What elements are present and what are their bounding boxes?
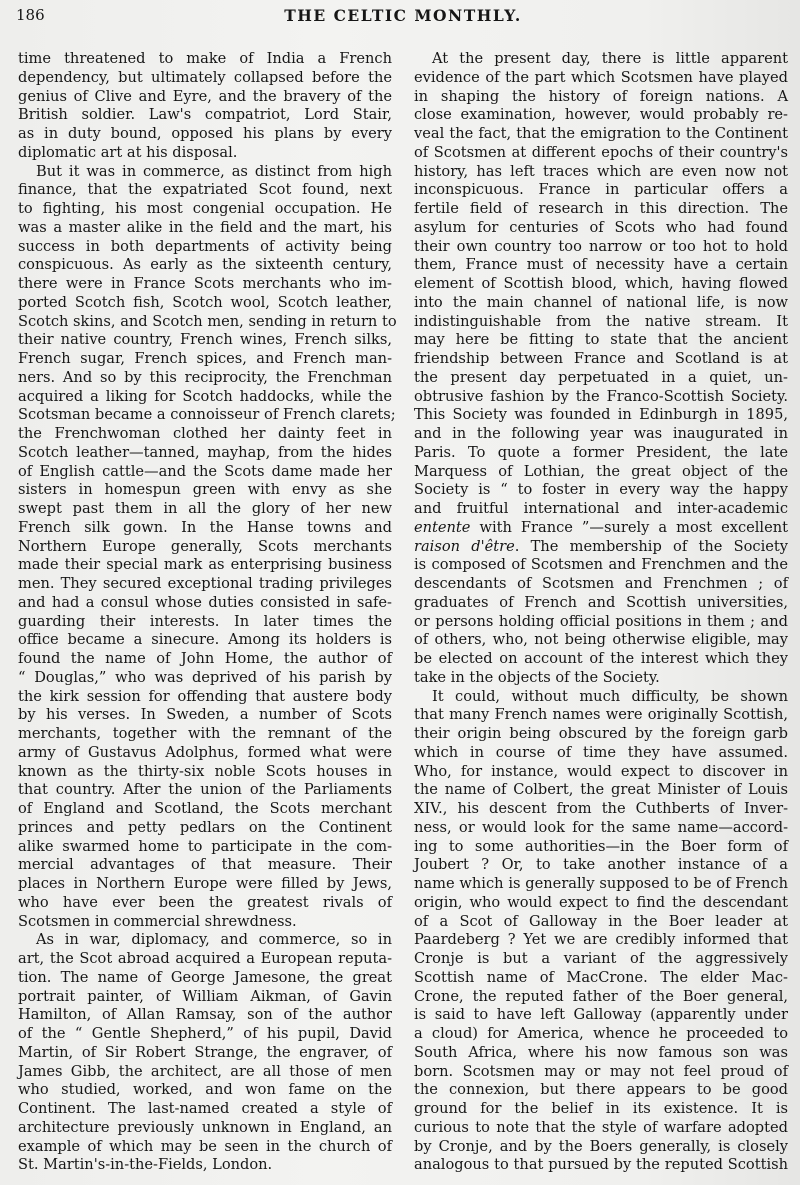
text-line: by his verses. In Sweden, a number of Scots xyxy=(18,706,392,724)
text-line: into the main channel of national life, is now xyxy=(414,293,788,311)
text-line: of English cattle—and the Scots dame made her xyxy=(18,462,392,480)
text-line: and fruitful international and inter-academic xyxy=(414,500,788,517)
text-line: swept past them in all the glory of her new xyxy=(18,500,392,517)
text-line: fertile field of research in this direction. The xyxy=(414,200,788,217)
text-line: obtrusive fashion by the Franco-Scottish Society. xyxy=(414,387,788,405)
text-line: that many French names were originally Scottish, xyxy=(414,706,788,724)
text-line: history, has left traces which are even now not xyxy=(414,162,788,180)
text-line: success in both departments of activity being xyxy=(18,237,392,255)
text-line: finance, that the expatriated Scot found, next xyxy=(18,181,392,199)
text-line: Northern Europe generally, Scots merchants xyxy=(18,537,392,555)
text-line: a cloud) for America, whence he proceeded to xyxy=(414,1025,788,1042)
text-line: Scotsman became a connoisseur of French clarets; xyxy=(18,406,396,424)
text-line: French sugar, French spices, and French man- xyxy=(18,350,392,367)
text-line: curious to note that the style of warfare adopted xyxy=(414,1118,788,1136)
paragraph-start: But it was in commerce, as distinct from high xyxy=(36,162,392,180)
text-line: by Cronje, and by the Boers generally, is closely xyxy=(414,1137,788,1155)
text-line: South Africa, where his now famous son was xyxy=(414,1043,788,1061)
text-line: tion. The name of George Jamesone, the great xyxy=(18,968,392,986)
text-line: the name of Colbert, the great Minister of Louis xyxy=(414,781,788,799)
running-title: THE CELTIC MONTHLY. xyxy=(284,6,522,25)
text-line: may here be fitting to state that the ancient xyxy=(414,331,788,349)
text-line: take in the objects of the Society. xyxy=(414,668,660,686)
text-line: and had a consul whose duties consisted in safe- xyxy=(18,593,392,611)
text-line: as in duty bound, opposed his plans by every xyxy=(18,125,392,142)
text-line: their native country, French wines, French silks, xyxy=(18,331,392,349)
text-line: James Gibb, the architect, are all those of men xyxy=(18,1062,392,1080)
text-line: friendship between France and Scotland is at xyxy=(414,350,788,367)
text-line: Scotch skins, and Scotch men, sending in return to xyxy=(18,312,397,330)
text-line: indistinguishable from the native stream. It xyxy=(414,312,788,330)
text-line: Society is “ to foster in every way the happy xyxy=(414,481,788,499)
text-line: of the “ Gentle Shepherd,” of his pupil, David xyxy=(18,1025,392,1042)
text-line: French silk gown. In the Hanse towns and xyxy=(18,518,392,536)
text-line: mercial advantages of that measure. Their xyxy=(18,856,392,874)
text-line: their origin being obscured by the foreign garb xyxy=(414,725,788,742)
text-line: Paris. To quote a former President, the late xyxy=(414,443,788,461)
text-line: made their special mark as enterprising business xyxy=(18,556,392,574)
text-line: be elected on account of the interest which they xyxy=(414,650,788,667)
paragraph-start: At the present day, there is little apparent xyxy=(432,50,788,67)
text-line: of England and Scotland, the Scots merchant xyxy=(18,800,392,817)
text-line: who have ever been the greatest rivals of xyxy=(18,893,392,911)
text-line: guarding their interests. In later times the xyxy=(18,612,392,630)
text-fragment: . The membership of the Society xyxy=(514,537,788,555)
text-line: diplomatic art at his disposal. xyxy=(18,143,238,161)
text-line: the kirk session for offending that austere body xyxy=(18,687,392,705)
text-line: example of which may be seen in the church of xyxy=(18,1137,392,1155)
text-line: Crone, the reputed father of the Boer general, xyxy=(414,987,788,1005)
text-line: found the name of John Home, the author of xyxy=(18,650,392,667)
text-line: to fighting, his most congenial occupation. He xyxy=(18,200,392,217)
text-line: element of Scottish blood, which, having flowed xyxy=(414,275,788,292)
text-line: is said to have left Galloway (apparently under xyxy=(414,1006,788,1024)
text-line: conspicuous. As early as the sixteenth century, xyxy=(18,256,392,274)
text-line: Hamilton, of Allan Ramsay, son of the author xyxy=(18,1006,392,1024)
text-line: army of Gustavus Adolphus, formed what were xyxy=(18,743,392,761)
text-line: ners. And so by this reciprocity, the Frenchman xyxy=(18,368,392,386)
text-line: their own country too narrow or too hot to hold xyxy=(414,237,788,255)
text-line-with-italic xyxy=(414,538,788,557)
text-line: descendants of Scotsmen and Frenchmen ; of xyxy=(414,575,788,592)
text-line: architecture previously unknown in England, an xyxy=(18,1118,392,1136)
text-line: the connexion, but there appears to be good xyxy=(414,1081,788,1099)
text-line: of Scotsmen at different epochs of their country's xyxy=(414,143,788,161)
text-line: Joubert ? Or, to take another instance of a xyxy=(414,856,788,874)
text-line: Scotch leather—tanned, mayhap, from the hides xyxy=(18,443,392,461)
text-line: places in Northern Europe were filled by Jews, xyxy=(18,875,392,892)
text-line: graduates of French and Scottish universities, xyxy=(414,593,788,611)
text-line: there were in France Scots merchants who im- xyxy=(18,275,392,292)
text-line: office became a sinecure. Among its holders is xyxy=(18,631,392,649)
text-line: and in the following year was inaugurated in xyxy=(414,425,788,442)
text-line: Marquess of Lothian, the great object of the xyxy=(414,462,788,480)
text-line: alike swarmed home to participate in the com- xyxy=(18,837,392,855)
text-line: them, France must of necessity have a certain xyxy=(414,256,788,274)
text-line: Scotsmen in commercial shrewdness. xyxy=(18,912,297,930)
text-line: sisters in homespun green with envy as she xyxy=(18,481,392,499)
text-line: British soldier. Law's compatriot, Lord Stair, xyxy=(18,106,392,124)
text-line: inconspicuous. France in particular offers a xyxy=(414,181,788,199)
text-line: the present day perpetuated in a quiet, un- xyxy=(414,368,788,386)
text-line: veal the fact, that the emigration to the Continent xyxy=(414,125,788,142)
text-line: which in course of time they have assumed. xyxy=(414,743,788,761)
text-line: ness, or would look for the same name—accord- xyxy=(414,818,788,836)
text-line: who studied, worked, and won fame on the xyxy=(18,1081,392,1099)
text-line: close examination, however, would probably re- xyxy=(414,106,788,124)
text-line: men. They secured exceptional trading privileges xyxy=(18,575,392,592)
text-line: known as the thirty-six noble Scots houses in xyxy=(18,762,392,780)
italic-entente: entente xyxy=(414,518,471,536)
text-line: ported Scotch fish, Scotch wool, Scotch leather, xyxy=(18,293,392,311)
text-line: dependency, but ultimately collapsed before the xyxy=(18,68,392,86)
text-line: genius of Clive and Eyre, and the bravery of the xyxy=(18,87,392,105)
text-line: origin, who would expect to find the descendant xyxy=(414,893,788,911)
paragraph-start: As in war, diplomacy, and commerce, so in xyxy=(36,931,392,949)
text-line: or persons holding official positions in them ; and xyxy=(414,612,788,630)
text-line-with-italic xyxy=(414,519,788,538)
text-line: Cronje is but a variant of the aggressively xyxy=(414,950,788,967)
text-line: name which is generally supposed to be of French xyxy=(414,875,788,892)
text-line: ing to some authorities—in the Boer form of xyxy=(414,837,788,855)
page-number: 186 xyxy=(16,6,45,24)
text-line: asylum for centuries of Scots who had found xyxy=(414,218,788,236)
text-line: in shaping the history of foreign nations. A xyxy=(414,87,788,105)
text-line: of others, who, not being otherwise eligible, may xyxy=(414,631,788,649)
text-line: is composed of Scotsmen and Frenchmen and the xyxy=(414,556,788,574)
text-line: analogous to that pursued by the reputed Scottish xyxy=(414,1156,788,1174)
text-line: St. Martin's-in-the-Fields, London. xyxy=(18,1156,273,1174)
text-line: princes and petty pedlars on the Continent xyxy=(18,818,392,836)
text-line: evidence of the part which Scotsmen have played xyxy=(414,68,788,86)
text-line: the Frenchwoman clothed her dainty feet in xyxy=(18,425,392,442)
text-line: born. Scotsmen may or may not feel proud of xyxy=(414,1062,788,1080)
text-line: Who, for instance, would expect to discover in xyxy=(414,762,788,780)
paragraph-start: It could, without much difficulty, be shown xyxy=(432,687,788,705)
text-line: merchants, together with the remnant of the xyxy=(18,725,392,742)
text-line: of a Scot of Galloway in the Boer leader at xyxy=(414,912,788,930)
text-line: time threatened to make of India a French xyxy=(18,50,392,67)
text-line: ground for the belief in its existence. It is xyxy=(414,1100,788,1117)
text-line: This Society was founded in Edinburgh in 1895, xyxy=(414,406,788,424)
text-fragment: with France ”—surely a most excellent xyxy=(479,518,789,536)
text-line: was a master alike in the field and the mart, his xyxy=(18,218,392,236)
text-line: that country. After the union of the Parliaments xyxy=(18,781,392,799)
text-line: Continent. The last-named created a style of xyxy=(18,1100,392,1117)
text-line: “ Douglas,” who was deprived of his parish by xyxy=(18,668,392,686)
right-column xyxy=(414,50,788,1175)
text-line: Scottish name of MacCrone. The elder Mac- xyxy=(414,968,788,986)
text-line: Martin, of Sir Robert Strange, the engraver, of xyxy=(18,1043,392,1061)
text-line: Paardeberg ? Yet we are credibly informed that xyxy=(414,931,788,949)
left-column xyxy=(18,50,397,1175)
italic-raison-detre: raison d'être xyxy=(414,537,515,555)
text-line: acquired a liking for Scotch haddocks, while the xyxy=(18,387,392,405)
text-line: portrait painter, of William Aikman, of Gavin xyxy=(18,987,392,1005)
text-line: XIV., his descent from the Cuthberts of Inver- xyxy=(414,800,788,817)
text-line: art, the Scot abroad acquired a European reputa- xyxy=(18,950,392,967)
page-header xyxy=(16,6,790,28)
